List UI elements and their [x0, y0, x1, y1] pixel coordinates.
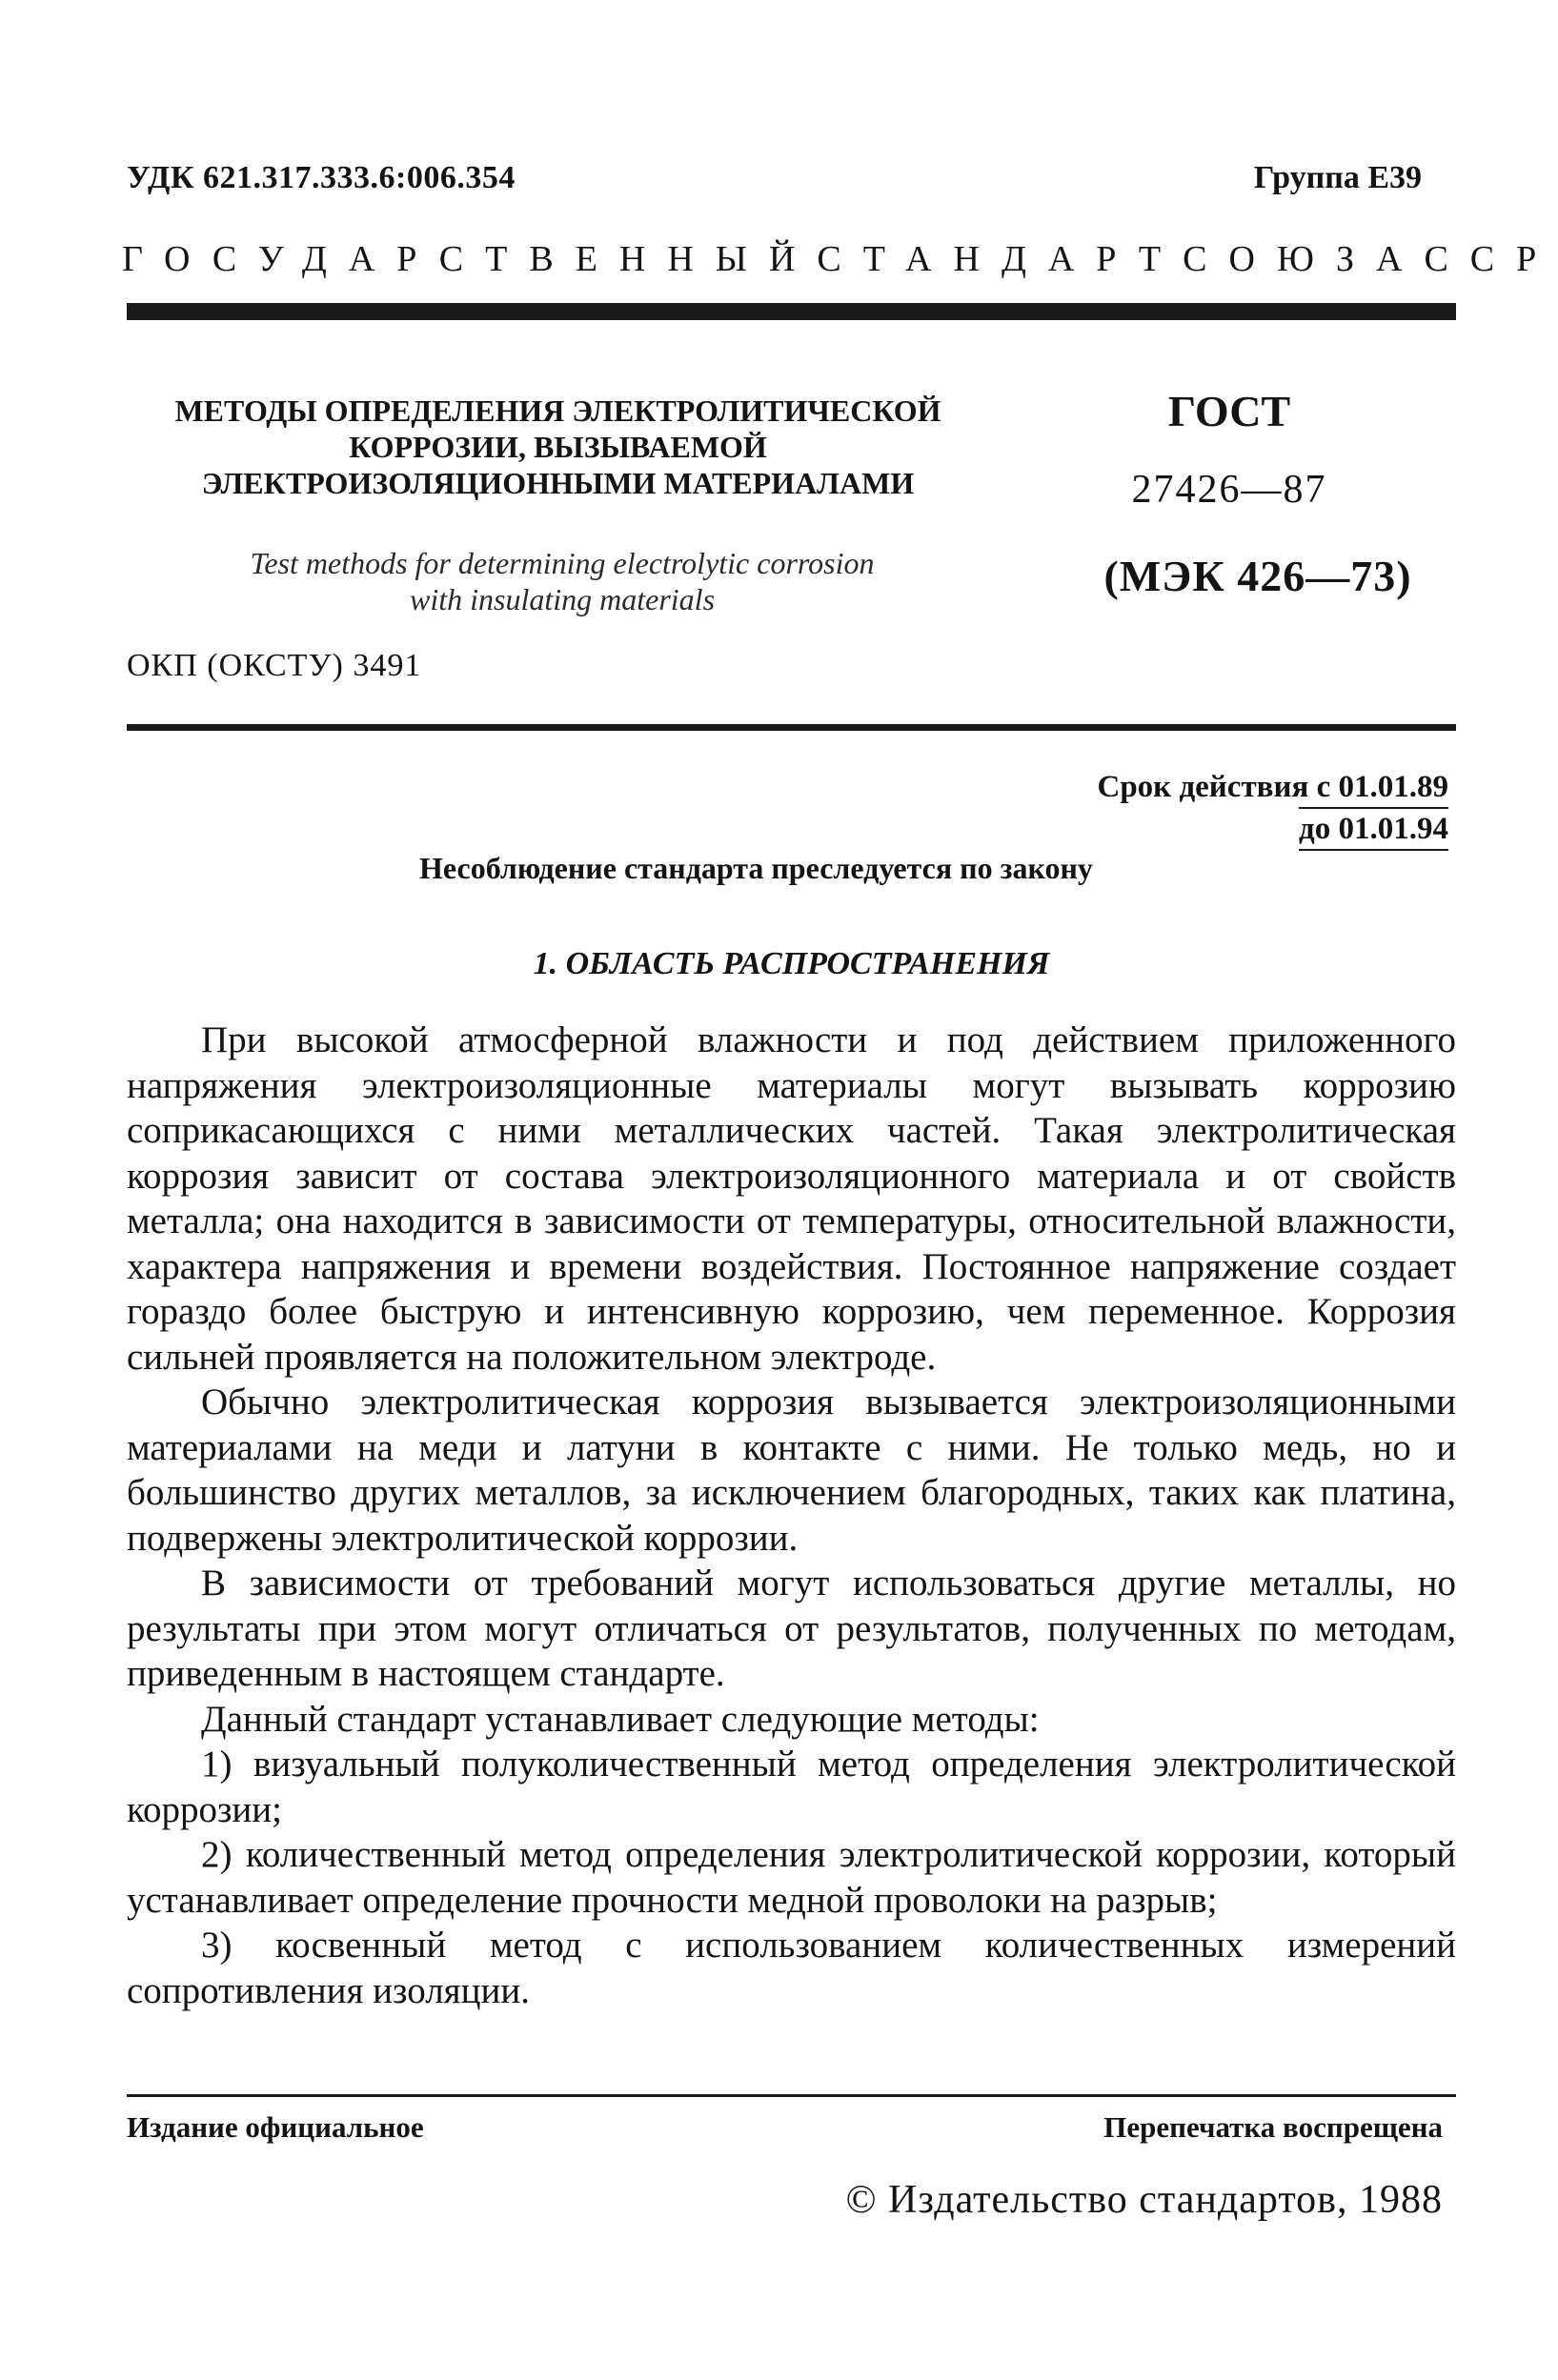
method-item: 1) визуальный полуколичественный метод определения электролитической коррозии;: [127, 1744, 1456, 1830]
footer-divider: [127, 2094, 1456, 2097]
title-divider: [127, 724, 1456, 731]
paragraph: Данный стандарт устанавливает следующие методы:: [201, 1698, 1040, 1740]
okp-code: ОКП (ОКСТУ) 3491: [127, 648, 422, 683]
paragraph: При высокой атмосферной влажности и под действием приложенного напряжения электроизоляционные материалы могут вызывать коррозию соприкасающихся с ними металлических частей. Такая электролитическая коррозия зависит от состава электроизоляционного материала и от свойств металла; она находится в зависимости от температуры, относительной влажности, характера напряжения и времени воздействия. Постоянное напряжение создает гораздо более быструю и интенсивную коррозию, чем переменное. Коррозия сильней проявляется на положительном электроде.: [127, 1019, 1456, 1378]
method-item: 3) косвенный метод с использованием количественных измерений сопротивления изоляции.: [127, 1925, 1456, 2011]
paragraph: В зависимости от требований могут использоваться другие металлы, но результаты при этом могут отличаться от результатов, полученных по методам, приведенным в настоящем стандарте.: [127, 1563, 1456, 1694]
validity-until: до 01.01.94: [1299, 807, 1448, 851]
section-body: [127, 1018, 1456, 2013]
document-title-en: Test methods for determining electrolytic corrosion with insulating materials: [250, 546, 875, 616]
reprint-prohibited: Перепечатка воспрещена: [1103, 2110, 1443, 2144]
paragraph: Обычно электролитическая коррозия вызывается электроизоляционными материалами на меди и латуни в контакте с ними. Не только медь, но и большинство других металлов, за исключением благородных, таких как платина, подвержены электролитической коррозии.: [127, 1382, 1456, 1559]
state-standard-banner: [122, 238, 1558, 280]
group-code: Группа Е39: [1253, 160, 1422, 195]
validity-from: Срок действия с 01.01.89: [1097, 770, 1448, 804]
banner-word: ГОСУДАРСТВЕННЫЙ: [122, 239, 818, 279]
iec-reference: (МЭК 426—73): [1103, 552, 1412, 600]
validity-period: [1098, 767, 1449, 851]
method-item: 2) количественный метод определения электролитической коррозии, который устанавливает определение прочности медной проволоки на разрыв;: [127, 1834, 1456, 1921]
section-heading: 1. ОБЛАСТЬ РАСПРОСТРАНЕНИЯ: [533, 946, 1050, 981]
gost-label: ГОСТ: [1167, 387, 1291, 435]
gost-number: 27426—87: [1131, 468, 1327, 512]
official-edition: Издание официальное: [127, 2110, 424, 2144]
banner-word: ССР: [1424, 239, 1558, 279]
law-notice: Несоблюдение стандарта преследуется по закону: [419, 851, 1093, 885]
udk-code: УДК 621.317.333.6:006.354: [127, 160, 516, 195]
header-divider: [127, 303, 1456, 320]
document-title-ru: МЕТОДЫ ОПРЕДЕЛЕНИЯ ЭЛЕКТРОЛИТИЧЕСКОЙ КОРРОЗИИ, ВЫЗЫВАЕМОЙ ЭЛЕКТРОИЗОЛЯЦИОННЫМИ МАТЕРИАЛАМИ: [174, 393, 941, 500]
banner-word: СОЮЗА: [1183, 239, 1425, 279]
banner-word: СТАНДАРТ: [817, 239, 1184, 279]
copyright-notice: © Издательство стандартов, 1988: [845, 2178, 1443, 2222]
